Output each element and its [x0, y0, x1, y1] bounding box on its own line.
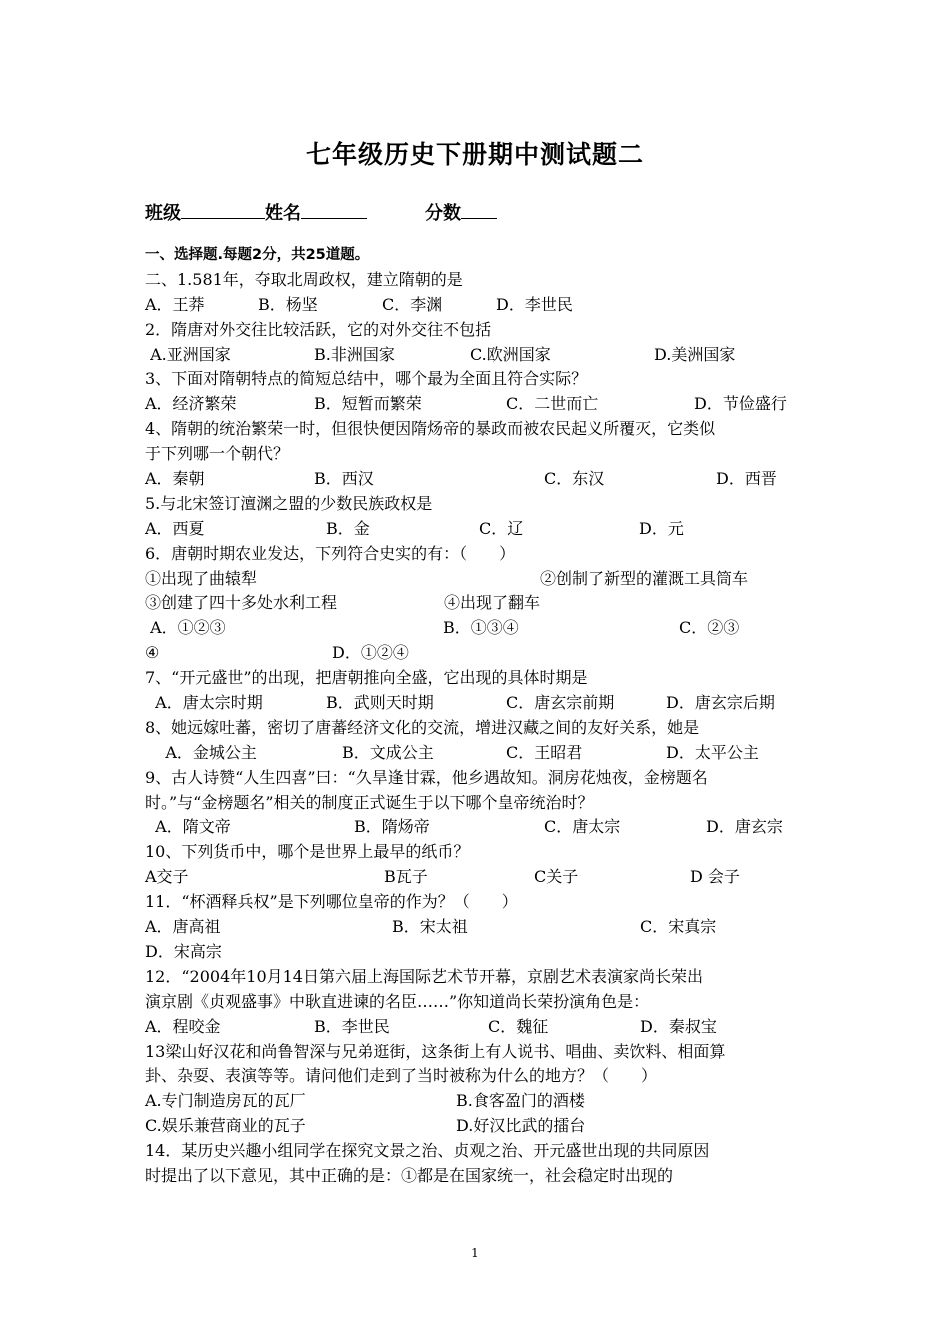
answer-option: C．李渊 — [382, 294, 443, 314]
answer-option: C．东汉 — [544, 469, 605, 489]
question-text-line: 4、隋朝的统治繁荣一时，但很快便因隋炀帝的暴政而被农民起义所覆灭，它类似 — [145, 419, 716, 439]
answer-option: ②创制了新型的灌溉工具筒车 — [540, 568, 749, 588]
question-text-line: 于下列哪一个朝代？ — [145, 444, 290, 464]
answer-option: A．唐太宗时期 — [145, 693, 263, 713]
answer-option: A．王莽 — [145, 294, 205, 314]
class-label: 班级 — [145, 203, 181, 224]
options-line — [145, 591, 810, 616]
options-line — [145, 567, 810, 592]
answer-option: B瓦子 — [384, 867, 428, 887]
answer-option: B．隋炀帝 — [354, 817, 430, 837]
question-text-line: 6．唐朝时期农业发达，下列符合史实的有：（ ） — [145, 543, 516, 563]
options-line — [145, 1015, 810, 1040]
question-text-line: 9、古人诗赞“人生四喜”曰：“久旱逢甘霖，他乡遇故知。洞房花烛夜，金榜题名 — [145, 767, 708, 787]
answer-option: A.专门制造房瓦的瓦厂 — [145, 1091, 306, 1111]
question-text-line: 2．隋唐对外交往比较活跃，它的对外交往不包括 — [145, 319, 492, 339]
answer-option: C.欧洲国家 — [470, 344, 551, 364]
question-text-line: 卦、杂耍、表演等等。请问他们走到了当时被称为什么的地方？（ ） — [145, 1066, 658, 1086]
answer-option: B．李世民 — [314, 1016, 390, 1036]
options-line — [145, 865, 810, 890]
question-text-line: 7、“开元盛世”的出现，把唐朝推向全盛，它出现的具体时期是 — [145, 668, 588, 688]
answer-option: B．短暂而繁荣 — [314, 394, 422, 414]
answer-option: A．隋文帝 — [145, 817, 231, 837]
question-text-line: 14．某历史兴趣小组同学在探究文景之治、贞观之治、开元盛世出现的共同原因 — [145, 1141, 710, 1161]
score-label: 分数 — [425, 203, 461, 224]
answer-option: D．秦叔宝 — [640, 1016, 717, 1036]
name-label: 姓名 — [265, 203, 301, 224]
options-line — [145, 641, 810, 666]
answer-option: ①出现了曲辕犁 — [145, 568, 258, 588]
answer-option: C.娱乐兼营商业的瓦子 — [145, 1116, 306, 1136]
answer-option: B.食客盈门的酒楼 — [456, 1091, 585, 1111]
answer-option: A．唐高祖 — [145, 917, 221, 937]
question-text-line: 二、1.581年，夺取北周政权，建立隋朝的是 — [145, 269, 463, 289]
options-line — [145, 815, 810, 840]
section-heading: 一、选择题.每题2分，共25道题。 — [145, 247, 370, 263]
answer-option: D．李世民 — [496, 294, 573, 314]
answer-option: D．太平公主 — [666, 742, 759, 762]
question-text-line: 5.与北宋签订澶渊之盟的少数民族政权是 — [145, 493, 433, 513]
options-line — [145, 741, 810, 766]
answer-option: A.亚洲国家 — [145, 344, 231, 364]
answer-option: D．元 — [639, 518, 684, 538]
answer-option: A．经济繁荣 — [145, 394, 237, 414]
answer-option: A．程咬金 — [145, 1016, 221, 1036]
answer-option: C．②③ — [679, 618, 740, 638]
question-lines — [145, 268, 810, 1189]
options-line — [145, 616, 810, 641]
question-text-line: D．宋高宗 — [145, 941, 222, 961]
answer-option: A交子 — [145, 867, 189, 887]
options-line — [145, 1089, 810, 1114]
answer-option: D．①②④ — [332, 643, 409, 663]
question-text-line: 演京剧《贞观盛事》中耿直进谏的名臣……”你知道尚长荣扮演角色是： — [145, 991, 650, 1011]
answer-option: D．唐玄宗后期 — [666, 693, 775, 713]
score-blank[interactable] — [461, 202, 497, 219]
question-text-line: 10、下列货币中，哪个是世界上最早的纸币？ — [145, 842, 470, 862]
answer-option: A．秦朝 — [145, 469, 205, 489]
answer-option: ④出现了翻车 — [444, 593, 541, 613]
answer-option: C关子 — [534, 867, 579, 887]
answer-option: C．辽 — [479, 518, 524, 538]
student-info-line — [145, 199, 497, 225]
answer-option: C．宋真宗 — [640, 917, 717, 937]
answer-option: B．文成公主 — [342, 742, 434, 762]
options-line — [145, 293, 810, 318]
options-line — [145, 392, 810, 417]
options-line — [145, 915, 810, 940]
answer-option: D．西晋 — [716, 469, 777, 489]
answer-option: B.非洲国家 — [314, 344, 395, 364]
question-text-line: 8、她远嫁吐蕃，密切了唐蕃经济文化的交流，增进汉藏之间的友好关系，她是 — [145, 717, 700, 737]
answer-option: B．杨坚 — [258, 294, 318, 314]
name-blank[interactable] — [301, 202, 367, 219]
options-line — [145, 343, 810, 368]
answer-option: C．唐太宗 — [544, 817, 621, 837]
answer-option: D.美洲国家 — [654, 344, 736, 364]
question-text-line: 11．“杯酒释兵权”是下列哪位皇帝的作为？（ ） — [145, 892, 518, 912]
answer-option: D．唐玄宗 — [706, 817, 783, 837]
answer-option: B．金 — [326, 518, 370, 538]
question-text-line: 时。”与“金榜题名”相关的制度正式诞生于以下哪个皇帝统治时？ — [145, 792, 594, 812]
page-title: 七年级历史下册期中测试题二 — [305, 140, 644, 169]
answer-option: A．①②③ — [145, 618, 226, 638]
answer-option: B．西汉 — [314, 469, 374, 489]
answer-option: A．西夏 — [145, 518, 205, 538]
answer-option: D 会子 — [690, 867, 740, 887]
options-line — [145, 467, 810, 492]
answer-option: B．宋太祖 — [392, 917, 468, 937]
options-line — [145, 517, 810, 542]
answer-option: ④ — [145, 643, 160, 663]
answer-option: A．金城公主 — [145, 742, 257, 762]
answer-option: C．二世而亡 — [506, 394, 599, 414]
answer-option: ③创建了四十多处水利工程 — [145, 593, 338, 613]
options-line — [145, 691, 810, 716]
question-content — [145, 243, 810, 1189]
answer-option: B．武则天时期 — [326, 693, 434, 713]
answer-option: C．魏征 — [488, 1016, 549, 1036]
question-text-line: 12．“2004年10月14日第六届上海国际艺术节开幕，京剧艺术表演家尚长荣出 — [145, 966, 703, 986]
answer-option: D．节俭盛行 — [694, 394, 787, 414]
answer-option: C．唐玄宗前期 — [506, 693, 615, 713]
page-number: 1 — [471, 1246, 479, 1260]
question-text-line: 时提出了以下意见，其中正确的是：①都是在国家统一，社会稳定时出现的 — [145, 1165, 674, 1185]
question-text-line: 3、下面对隋朝特点的简短总结中，哪个最为全面且符合实际？ — [145, 369, 588, 389]
answer-option: C．王昭君 — [506, 742, 583, 762]
options-line — [145, 1114, 810, 1139]
question-text-line: 13梁山好汉花和尚鲁智深与兄弟逛街，这条街上有人说书、唱曲、卖饮料、相面算 — [145, 1041, 726, 1061]
answer-option: D.好汉比武的擂台 — [456, 1116, 586, 1136]
class-blank[interactable] — [181, 202, 265, 219]
answer-option: B．①③④ — [443, 618, 519, 638]
